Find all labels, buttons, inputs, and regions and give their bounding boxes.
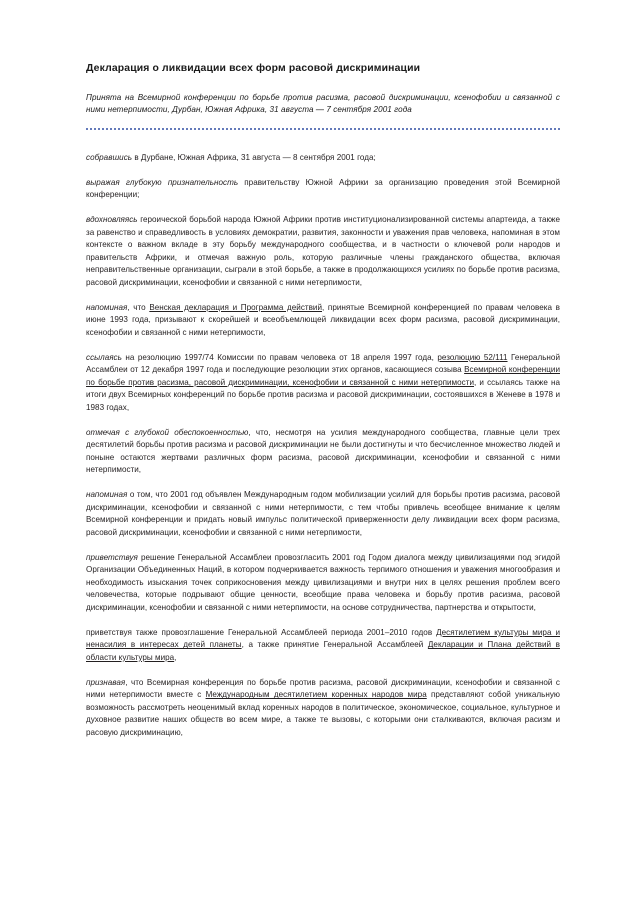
paragraph-lead-in: выражая глубокую признательность xyxy=(86,177,239,187)
preamble-paragraph xyxy=(86,302,560,340)
paragraph-text: , принятые Всемирной конференцией по правам человека в июне 1993 года, призывают к скорейшей и всеобъемлющей ликвидации всех форм расизма, расовой дискриминации, ксенофобии и связанной с ними нетерпимости, xyxy=(86,302,560,337)
preamble-paragraph xyxy=(86,627,560,665)
paragraph-lead-in: вдохновляясь xyxy=(86,215,138,225)
section-divider xyxy=(86,128,560,133)
paragraph-lead-in: ссылаясь xyxy=(86,352,122,362)
paragraph-lead-in: напоминая xyxy=(86,302,128,312)
inline-reference-link[interactable]: Всемирной конференции по борьбе против расизма, расовой дискриминации, ксенофобии и связанной с ними нетерпимости xyxy=(86,365,560,387)
paragraph-text: в Дурбане, Южная Африка, 31 августа — 8 сентября 2001 года; xyxy=(132,152,376,162)
paragraph-text: , что Всемирная конференция по борьбе против расизма, расовой дискриминации, ксенофобии и связанной с ними нетерпимости вместе с xyxy=(86,677,560,700)
paragraph-lead-in: признавая xyxy=(86,677,126,687)
inline-reference-link[interactable]: резолюцию 52/111 xyxy=(437,352,508,362)
paragraph-text: , что, несмотря на усилия международного сообщества, главные цели трех десятилетий борьбы против расизма и расовой дискриминации не были достигнуты и что бесчисленное множество людей и поныне остаются жертвами различных форм расизма, расовой дискриминации, ксенофобии и связанной с ними нетерпимости, xyxy=(86,427,560,475)
paragraph-text: правительству Южной Африки за организацию проведения этой Всемирной конференции; xyxy=(86,177,560,200)
declaration-preamble xyxy=(86,152,560,740)
preamble-paragraph xyxy=(86,427,560,477)
inline-reference-link[interactable]: Декларации и Плана действий в области культуры мира xyxy=(86,640,560,662)
paragraph-text: , что xyxy=(127,302,150,312)
paragraph-text: , а также принятие Генеральной Ассамблеей xyxy=(241,640,428,650)
paragraph-text: решение Генеральной Ассамблеи провозгласить 2001 год Годом диалога между цивилизациями под эгидой Организации Объединенных Наций, в котором подчеркивается важность терпимого отношения и уважения многообразия и необходимость изыскания точек соприкосновения между цивилизациями и внутри них в целях решения проблем всего человечества, которые подрывают общие ценности, всеобщие права человека и борьбу против расизма, расовой дискриминации, ксенофобии и связанной с ними нетерпимости, на основе сотрудничества, партнерства и открытости, xyxy=(86,552,560,612)
preamble-paragraph xyxy=(86,152,560,165)
preamble-paragraph xyxy=(86,177,560,202)
preamble-paragraph xyxy=(86,489,560,539)
inline-reference-link[interactable]: Венская декларация и Программа действий xyxy=(149,302,323,312)
paragraph-lead-in: собравшись xyxy=(86,152,133,162)
preamble-paragraph xyxy=(86,352,560,415)
paragraph-text: , xyxy=(174,652,177,662)
paragraph-lead-in: приветствуя xyxy=(86,552,138,562)
paragraph-text: Генеральной Ассамблеи от 12 декабря 1997 года и последующие резолюции этих органов, касающиеся созыва xyxy=(86,352,560,375)
page-title: Декларация о ликвидации всех форм расовой дискриминации xyxy=(86,63,421,74)
paragraph-text: героической борьбой народа Южной Африки против институционализированной системы апартеида, а также за равенство и справедливость в условиях демократии, развития, законности и уважения прав человека, напоминая в этом контексте о важном вкладе в эту борьбу международного сообщества, и в частности о ключевой роли народов и правительств Африки, и отмечая важную роль, которую различные члены гражданского общества, включая неправительственные организации, сыграли в этой борьбе, а также в продолжающихся усилиях по борьбе против расизма, расовой дискриминации, ксенофобии и связанной с ними нетерпимости, xyxy=(86,215,560,287)
preamble-paragraph xyxy=(86,552,560,615)
paragraph-lead-in: напоминая xyxy=(86,490,128,500)
paragraph-text: представляют собой уникальную возможность рассмотреть неоценимый вклад коренных народов в политическое, экономическое, социальное, культурное и духовное развитие наших обществ во всем мире, а также те вызовы, с которыми они сталкиваются, включая расизм и расовую дискриминацию, xyxy=(86,690,560,737)
paragraph-text: на резолюцию 1997/74 Комиссии по правам человека от 18 апреля 1997 года, xyxy=(121,352,438,362)
inline-reference-link[interactable]: Международным десятилетием коренных народов мира xyxy=(205,690,427,700)
paragraph-text: о том, что 2001 год объявлен Международным годом мобилизации усилий для борьбы против расизма, расовой дискриминации, ксенофобии и связанной с ними нетерпимости, с тем чтобы привлечь всеобщее внимание к целям Всемирной конференции и придать новый импульс политической приверженности делу ликвидации всех форм расизма, расовой дискриминации, ксенофобии и связанной с ними нетерпимости, xyxy=(86,490,560,537)
preamble-paragraph xyxy=(86,214,560,289)
preamble-paragraph xyxy=(86,677,560,740)
document-content xyxy=(86,62,560,739)
paragraph-text: , и ссылаясь также на итоги двух Всемирных конференций по борьбе против расизма и расовой дискриминации, состоявшихся в Женеве в 1978 и 1983 годах, xyxy=(86,377,560,412)
inline-reference-link[interactable]: Десятилетием культуры мира и ненасилия в интересах детей планеты xyxy=(86,627,560,650)
document-subtitle: Принята на Всемирной конференции по борьбе против расизма, расовой дискриминации, ксенофобии и связанной с ними нетерпимости, Дурбан, Южная Африка, 31 августа — 7 сентября 2001 года xyxy=(86,93,560,115)
paragraph-lead-in: отмечая с глубокой обеспокоенностью xyxy=(86,427,249,437)
paragraph-text: приветствуя также провозглашение Генеральной Ассамблеей периода 2001–2010 годов xyxy=(86,627,437,637)
